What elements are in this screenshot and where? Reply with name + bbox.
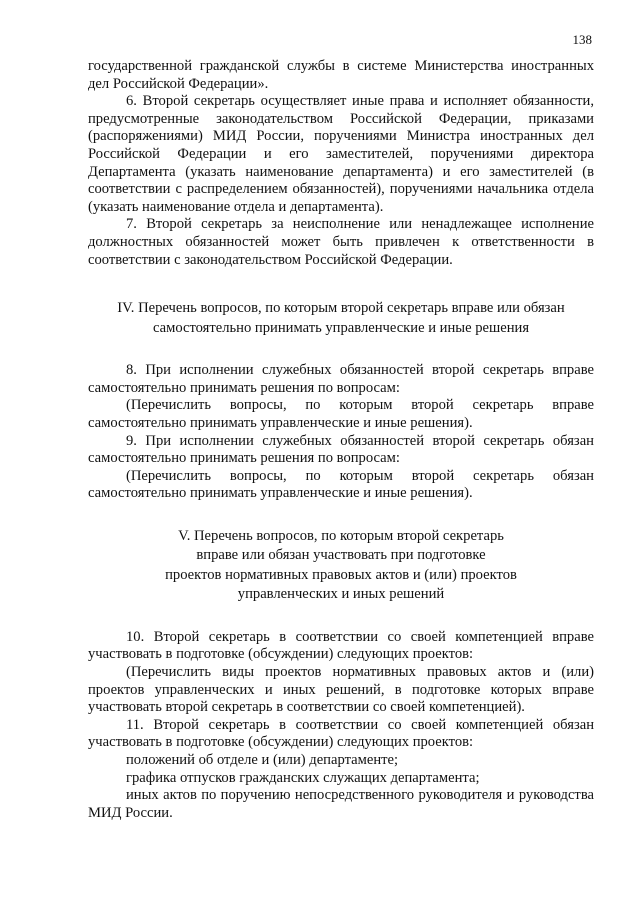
paragraph-7: 7. Второй секретарь за неисполнение или ненадлежащее исполнение должностных обязанностей может быть привлечен к ответственности в соответствии с законодательством Российской Федерации. [88, 216, 594, 268]
document-body [88, 58, 594, 822]
paragraph-9-note: (Перечислить вопросы, по которым второй секретарь обязан самостоятельно принимать управленческие и иные решения). [88, 467, 594, 502]
paragraph-8: 8. При исполнении служебных обязанностей второй секретарь вправе самостоятельно принимать решения по вопросам: [88, 362, 594, 396]
paragraph-continuation: государственной гражданской службы в системе Министерства иностранных дел Российской Федерации». [88, 58, 594, 92]
section-5-title-line-3: проектов нормативных правовых актов и (или) проектов [165, 566, 517, 583]
paragraph-9: 9. При исполнении служебных обязанностей второй секретарь обязан самостоятельно принимать решения по вопросам: [88, 432, 594, 467]
section-5-title-line-2: вправе или обязан участвовать при подготовке [196, 547, 486, 564]
section-4-title-line-1: IV. Перечень вопросов, по которым второй секретарь вправе или обязан [117, 300, 565, 317]
section-5-title-line-1: V. Перечень вопросов, по которым второй секретарь [178, 527, 504, 544]
list-item: иных актов по поручению непосредственного руководителя и руководства МИД России. [88, 787, 594, 821]
paragraph-10-note: (Перечислить виды проектов нормативных правовых актов и (или) проектов управленческих и иных решений, в подготовке которых вправе участвовать второй секретарь в соответствии со своей компетенцией). [88, 664, 594, 716]
page-number: 138 [572, 32, 592, 47]
paragraph-11: 11. Второй секретарь в соответствии со своей компетенцией обязан участвовать в подготовке (обсуждении) следующих проектов: [88, 716, 594, 751]
section-5-title-line-4: управленческих и иных решений [237, 586, 445, 603]
section-4-heading [88, 299, 594, 338]
list-item: графика отпусков гражданских служащих департамента; [126, 769, 480, 786]
section-5-heading [88, 527, 594, 605]
paragraph-6: 6. Второй секретарь осуществляет иные права и исполняет обязанности, предусмотренные законодательством Российской Федерации, приказами (распоряжениями) МИД России, поручениями Министра иностранных дел Российской Федерации и его заместителей, поручениями директора Департамента (указать наименование департамента) и его заместителей (в соответствии с распределением обязанностей), поручениями начальника отдела (указать наименование отдела и департамента). [88, 93, 594, 215]
paragraph-8-note: (Перечислить вопросы, по которым второй секретарь вправе самостоятельно принимать управленческие и иные решения). [88, 397, 594, 431]
section-4-title-line-2: самостоятельно принимать управленческие и иные решения [152, 319, 530, 336]
list-item: положений об отделе и (или) департаменте; [126, 752, 399, 769]
paragraph-10: 10. Второй секретарь в соответствии со своей компетенцией вправе участвовать в подготовке (обсуждении) следующих проектов: [88, 628, 594, 663]
